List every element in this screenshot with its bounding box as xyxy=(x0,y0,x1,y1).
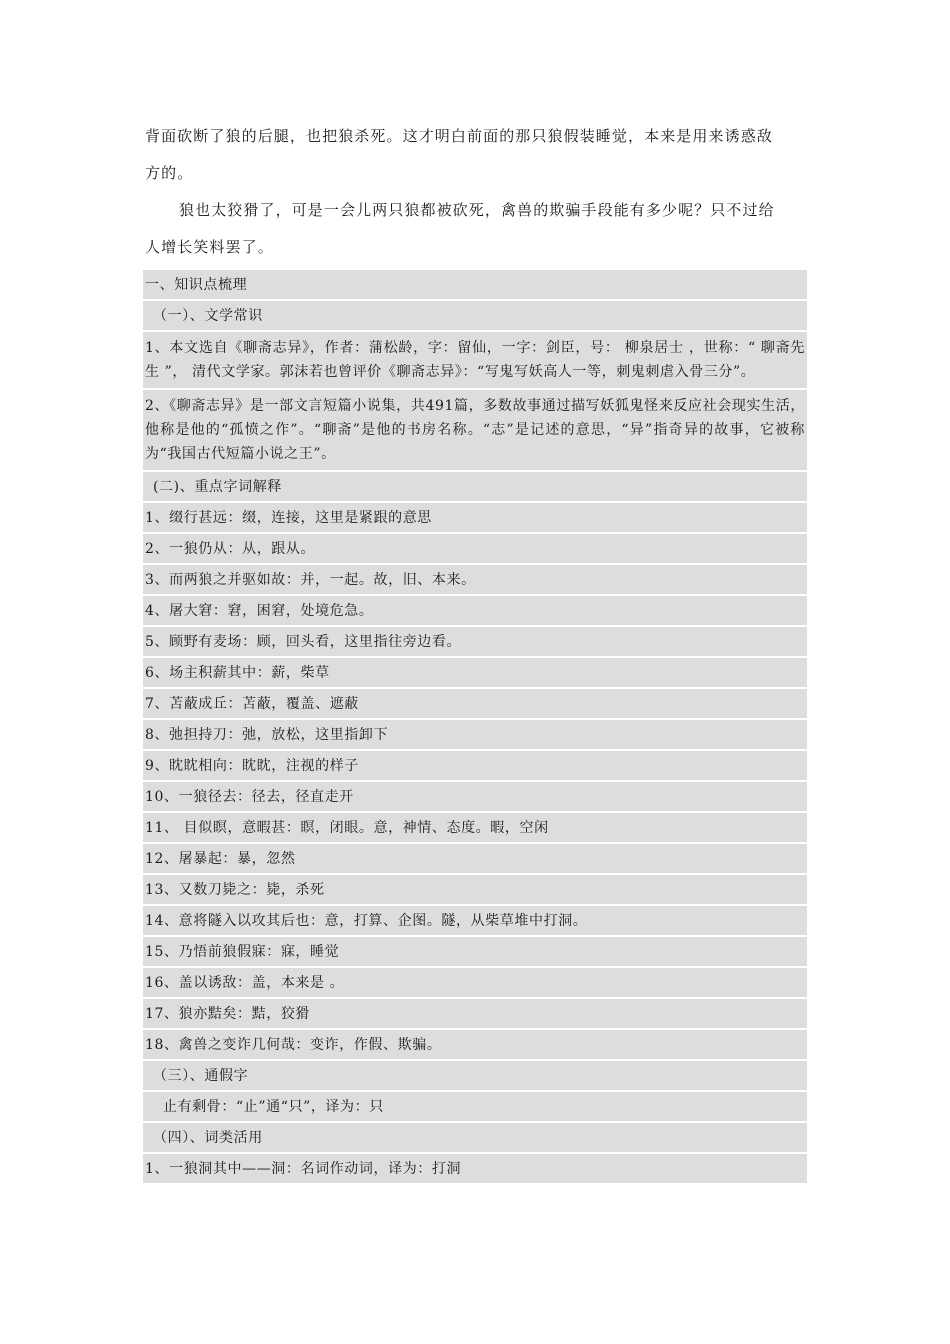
vocab-item: 17、狼亦黠矣：黠，狡猾 xyxy=(143,999,807,1028)
paragraph-line: 狼也太狡猾了，可是一会儿两只狼都被砍死，禽兽的欺骗手段能有多少呢？只不过给 xyxy=(179,201,775,219)
translation-paragraphs xyxy=(145,118,810,266)
vocab-item: 14、意将隧入以攻其后也：意，打算、企图。隧，从柴草堆中打洞。 xyxy=(143,906,807,935)
knowledge-outline xyxy=(143,270,807,1185)
section-title-literature: （一）、文学常识 xyxy=(143,301,807,330)
word-class-item: 1、一狼洞其中——洞：名词作动词，译为：打洞 xyxy=(143,1154,807,1183)
vocab-item: 1、缀行甚远：缀，连接，这里是紧跟的意思 xyxy=(143,503,807,532)
section-title-interchangeable: （三）、通假字 xyxy=(143,1061,807,1090)
vocab-item: 12、屠暴起：暴，忽然 xyxy=(143,844,807,873)
vocab-item: 18、禽兽之变诈几何哉：变诈，作假、欺骗。 xyxy=(143,1030,807,1059)
paragraph-line: 人增长笑料罢了。 xyxy=(145,238,274,256)
vocab-item: 10、一狼径去：径去，径直走开 xyxy=(143,782,807,811)
literature-item-1: 1、本文选自《聊斋志异》，作者：蒲松龄，字：留仙，一字：剑臣，号： 柳泉居士 ，世称：“ 聊斋先生 ”， 清代文学家。郭沫若也曾评价《聊斋志异》：“写鬼写妖高人一等，刺鬼刺虐入骨三分”。 xyxy=(143,332,807,388)
vocab-item: 4、屠大窘：窘，困窘，处境危急。 xyxy=(143,596,807,625)
vocab-item: 7、苫蔽成丘：苫蔽，覆盖、遮蔽 xyxy=(143,689,807,718)
outline-heading: 一、知识点梳理 xyxy=(143,270,807,299)
vocab-item: 11、 目似瞑，意暇甚：瞑，闭眼。意，神情、态度。暇，空闲 xyxy=(143,813,807,842)
section-title-vocabulary: (二)、重点字词解释 xyxy=(143,472,807,501)
paragraph-line: 背面砍断了狼的后腿，也把狼杀死。这才明白前面的那只狼假装睡觉，本来是用来诱惑敌 xyxy=(145,127,773,145)
literature-item-2: 2、《聊斋志异》是一部文言短篇小说集，共491篇，多数故事通过描写妖狐鬼怪来反应社会现实生活，他称是他的“孤愤之作”。“聊斋”是他的书房名称。“志”是记述的意思，“异”指奇异的故事，它被称为“我国古代短篇小说之王”。 xyxy=(143,390,807,470)
vocab-item: 8、弛担持刀：弛，放松，这里指卸下 xyxy=(143,720,807,749)
paragraph-line: 方的。 xyxy=(145,164,194,182)
section-title-word-class: （四）、词类活用 xyxy=(143,1123,807,1152)
interchangeable-item: 止有剩骨：“止”通“只”，译为：只 xyxy=(143,1092,807,1121)
vocab-item: 13、又数刀毙之：毙，杀死 xyxy=(143,875,807,904)
vocab-item: 5、顾野有麦场：顾，回头看，这里指往旁边看。 xyxy=(143,627,807,656)
vocab-item: 16、盖以诱敌：盖，本来是 。 xyxy=(143,968,807,997)
vocab-item: 15、乃悟前狼假寐：寐，睡觉 xyxy=(143,937,807,966)
vocab-item: 9、眈眈相向：眈眈，注视的样子 xyxy=(143,751,807,780)
vocab-item: 3、而两狼之并驱如故：并，一起。故，旧、本来。 xyxy=(143,565,807,594)
vocab-item: 2、一狼仍从：从，跟从。 xyxy=(143,534,807,563)
vocab-item: 6、场主积薪其中：薪，柴草 xyxy=(143,658,807,687)
